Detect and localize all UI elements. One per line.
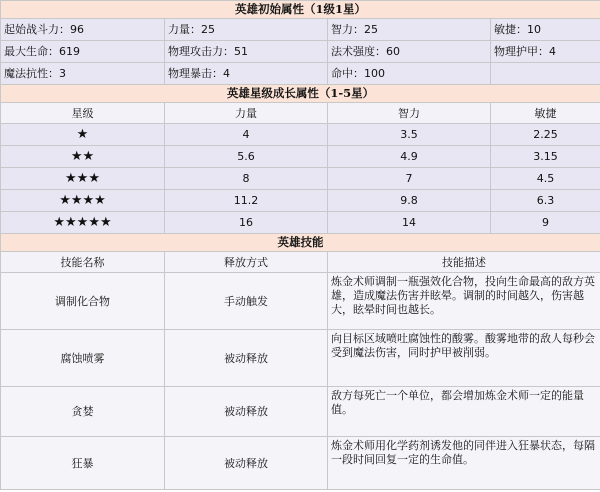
attr-cell: 最大生命：619 [1,41,165,63]
skill-description: 炼金术师调制一瓶强效化合物，投向生命最高的敌方英雄，造成魔法伤害并眩晕。调制的时间越久，伤害越大，眩晕时间也越长。 [328,273,600,330]
column-header-skill-desc: 技能描述 [328,252,600,273]
skill-cast-mode: 被动释放 [165,330,328,387]
attr-cell: 魔法抗性：3 [1,63,165,85]
skill-name: 贪婪 [1,387,165,437]
skill-description: 向目标区域喷吐腐蚀性的酸雾。酸雾地带的敌人每秒会受到魔法伤害，同时护甲被削弱。 [328,330,600,387]
skills-column-headers [1,252,600,273]
growth-value: 4.5 [491,168,600,190]
growth-value: 5.6 [165,146,328,168]
skill-cast-mode: 被动释放 [165,437,328,490]
growth-value: 2.25 [491,124,600,146]
growth-value: 8 [165,168,328,190]
attr-cell: 法术强度：60 [328,41,491,63]
skill-row [1,437,600,490]
column-header-intelligence: 智力 [328,103,491,124]
skill-row [1,330,600,387]
skill-description: 炼金术师用化学药剂诱发他的同伴进入狂暴状态，每隔一段时间回复一定的生命值。 [328,437,600,490]
growth-value: 7 [328,168,491,190]
star-level: ★★ [1,146,165,168]
skills-title: 英雄技能 [1,234,600,252]
skill-name: 狂暴 [1,437,165,490]
star-level: ★★★★ [1,190,165,212]
base-attr-row [1,19,600,41]
growth-value: 9.8 [328,190,491,212]
attr-cell: 起始战斗力：96 [1,19,165,41]
column-header-skill-name: 技能名称 [1,252,165,273]
growth-row [1,212,600,234]
growth-header-row [1,85,600,103]
growth-value: 9 [491,212,600,234]
skill-name: 腐蚀喷雾 [1,330,165,387]
growth-column-headers [1,103,600,124]
base-attributes-title: 英雄初始属性（1级1星） [1,1,600,19]
attr-cell: 敏捷：10 [491,19,600,41]
skill-name: 调制化合物 [1,273,165,330]
skill-cast-mode: 手动触发 [165,273,328,330]
base-attr-row [1,63,600,85]
attr-cell [491,63,600,85]
attr-cell: 物理护甲：4 [491,41,600,63]
growth-row [1,146,600,168]
growth-row [1,124,600,146]
growth-value: 11.2 [165,190,328,212]
column-header-cast-mode: 释放方式 [165,252,328,273]
growth-value: 3.5 [328,124,491,146]
base-attributes-header-row [1,1,600,19]
growth-row [1,190,600,212]
growth-title: 英雄星级成长属性（1-5星） [1,85,600,103]
attr-cell: 物理攻击力：51 [165,41,328,63]
star-level: ★ [1,124,165,146]
growth-value: 4.9 [328,146,491,168]
column-header-agility: 敏捷 [491,103,600,124]
attr-cell: 物理暴击：4 [165,63,328,85]
skill-description: 敌方每死亡一个单位，都会增加炼金术师一定的能量值。 [328,387,600,437]
skill-cast-mode: 被动释放 [165,387,328,437]
column-header-strength: 力量 [165,103,328,124]
growth-value: 4 [165,124,328,146]
skills-header-row [1,234,600,252]
star-level: ★★★ [1,168,165,190]
growth-value: 16 [165,212,328,234]
attr-cell: 命中：100 [328,63,491,85]
attr-cell: 智力：25 [328,19,491,41]
skill-row [1,273,600,330]
skill-row [1,387,600,437]
growth-row [1,168,600,190]
growth-value: 14 [328,212,491,234]
column-header-star: 星级 [1,103,165,124]
growth-value: 6.3 [491,190,600,212]
growth-value: 3.15 [491,146,600,168]
attr-cell: 力量：25 [165,19,328,41]
star-level: ★★★★★ [1,212,165,234]
base-attr-row [1,41,600,63]
